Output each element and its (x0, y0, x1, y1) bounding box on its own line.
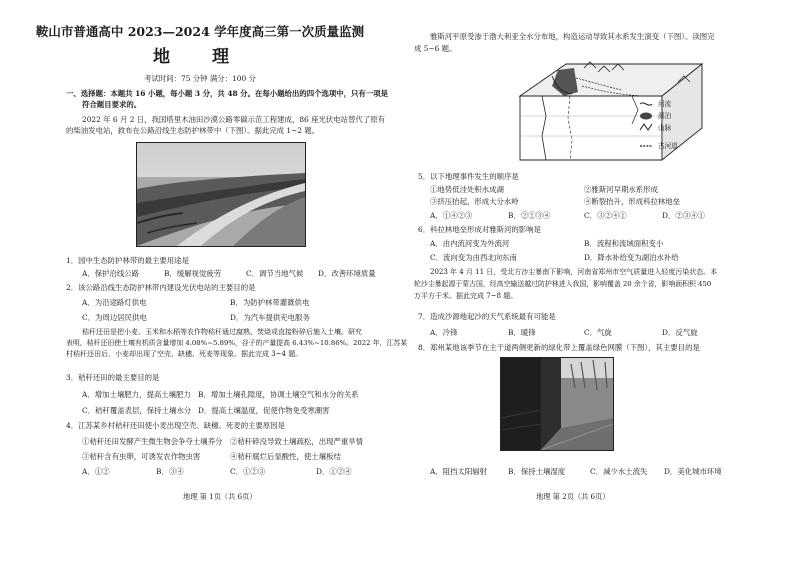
q1-option-d[interactable]: D．改善环境质量 (318, 269, 376, 278)
desert-road-photo (136, 142, 306, 247)
q6-option-c[interactable]: C．流向变为由西北向东南 (430, 253, 517, 262)
q4-option-a[interactable]: A．①② (82, 467, 110, 476)
diagram-legend (636, 98, 722, 158)
q3-option-a[interactable]: A．增加土壤肥力，提高土壤肥力 (82, 390, 191, 399)
passage-1-line2: 的柴油发电站，救布在公路沿线生态防护林带中（下图）。据此完成 1~2 题。 (66, 126, 320, 135)
passage-1-line1: 2022 年 6 月 2 日，我国塔里木油田沙漠公路零碳示范工程建成，86 座光伏电站替代了原有 (82, 115, 385, 124)
q8-option-b[interactable]: B．保持土壤湿度 (508, 467, 566, 476)
q5-option-c[interactable]: C．③②④① (584, 211, 627, 220)
q4-option-c[interactable]: C．①②③ (230, 467, 266, 476)
section-instructions-line1: 一、选择题：本题共 16 小题，每小题 3 分，共 48 分。在每小题给出的四个选项中，只有一项是 (66, 89, 388, 98)
q4-item-4: ④秸秆腐烂后显酸性，使土壤板结 (230, 452, 341, 461)
passage-2-line2: 表明，秸秆还田使土壤有机质含量增加 4.08%~5.89%，谷子的产量提高 6.43%~10.86%。2022 年，江苏某 (66, 339, 408, 347)
passage-3-line2: 成 5~6 题。 (414, 44, 457, 53)
passage-2-line3: 村秸秆还田后，小麦却出现了空壳、缺穗、死麦等现象。据此完成 3~4 题。 (66, 350, 303, 358)
legend-lake: 湖泊 (658, 112, 672, 120)
question-6: 6．科拉林地垒形成对雅斯河的影响是 (418, 225, 541, 234)
passage-3-line1: 雅斯河平原受渗于渤大利亚全水分布地，构造运动导致其水系发生演变（下图）。读图完 (430, 32, 715, 41)
q5-option-b[interactable]: B．②①③④ (508, 211, 551, 220)
q8-option-a[interactable]: A．阻挡太阳辐射 (430, 467, 488, 476)
q1-option-c[interactable]: C．调节当地气候 (246, 269, 304, 278)
q7-option-c[interactable]: C．气旋 (584, 328, 612, 337)
question-5: 5．以下地理事件发生的顺序是 (418, 172, 519, 181)
q7-option-d[interactable]: D．反气旋 (662, 328, 698, 337)
q4-option-b[interactable]: B．③④ (156, 467, 184, 476)
q1-option-a[interactable]: A．保护沿线公路 (82, 269, 140, 278)
q6-option-d[interactable]: D．降水补给变为湖泊水补给 (584, 253, 679, 262)
passage-4-line2: 轮沙尘暴起源于蒙古国，经高空输送越过防护林进入我国，影响覆盖 20 余个省，影响面积积 450 (414, 280, 712, 288)
q4-option-d[interactable]: D．①②④ (316, 467, 352, 476)
exam-info: 考试时间：75 分钟 满分：100 分 (144, 74, 256, 83)
q4-item-2: ②秸秆碎没导致土壤疏松，出现严重旱情 (230, 437, 364, 446)
question-4: 4．江苏某乡村秸秆还田使小麦出现空壳、缺穗、死麦的主要原因是 (66, 421, 286, 430)
passage-4-line1: 2023 年 4 月 11 日，受北方沙尘暴南下影响，河南省郑州市空气质量进入轻度污染状态。本 (430, 268, 718, 276)
q5-item-1: ①地势低洼处积水成湖 (430, 185, 504, 194)
q2-option-b[interactable]: B．为防护林带灌溉供电 (230, 298, 310, 307)
q7-option-a[interactable]: A．冷锋 (430, 328, 458, 337)
q4-item-3: ③秸秆含有虫卵，可诱发农作物虫害 (82, 452, 201, 461)
q2-option-d[interactable]: D．为汽车提供充电服务 (230, 313, 310, 322)
question-1: 1．园中生态防护林带的最主要用途是 (66, 256, 189, 265)
passage-2-line1: 秸秆还田是把小麦、玉米和水稻等农作物秸秆通过腐熟、焚烧或直接粉碎后施入土壤。研究 (82, 328, 362, 336)
page-2 (400, 0, 800, 566)
mountain-legend-icon (640, 124, 652, 130)
q7-option-b[interactable]: B．暖锋 (508, 328, 536, 337)
lake-legend-icon (640, 113, 652, 120)
q3-option-c[interactable]: C．秸秆覆盖表层，保持土壤水分 (82, 406, 192, 415)
q8-option-c[interactable]: C．减少水土流失 (590, 467, 648, 476)
question-8: 8．郑州某地该季节在主干道两侧更新的绿化带上覆盖绿色网膜（下图），其主要目的是 (418, 343, 700, 352)
q5-option-d[interactable]: D．②③④① (662, 211, 705, 220)
question-3: 3．秸秆还田的最主要目的是 (66, 373, 160, 382)
q3-option-d[interactable]: D．提高土壤温度，促使作物免受寒潮害 (198, 406, 330, 415)
passage-4-line3: 万平方千米。据此完成 7~8 题。 (414, 292, 518, 300)
subject-title: 地 理 (153, 47, 247, 67)
q6-option-a[interactable]: A．由内流河变为外流河 (430, 239, 510, 248)
q6-option-b[interactable]: B．流程和流域面积变小 (584, 239, 664, 248)
q8-option-d[interactable]: D．美化城市环境 (664, 467, 722, 476)
page-2-footer: 地理 第 2页（共 6页） (536, 492, 610, 501)
river-legend-icon (640, 103, 652, 105)
legend-old-channel: 古河道 (658, 142, 678, 150)
q5-item-3: ③挤压抬起，形成大分水岭 (430, 197, 519, 206)
question-7: 7．造成沙源地起沙的天气系统最有可能是 (418, 312, 556, 321)
q3-option-b[interactable]: B．增加土壤孔隙度，协调土壤空气和水分的关系 (198, 390, 359, 399)
section-instructions-line2: 符合题目要求的。 (82, 100, 142, 109)
legend-river: 河流 (658, 100, 672, 108)
exam-title: 鞍山市普通高中 2023—2024 学年度高三第一次质量监测 (35, 24, 365, 39)
q2-option-a[interactable]: A．为沿途路灯供电 (82, 298, 147, 307)
legend-mountain: 山脉 (658, 124, 672, 132)
q5-item-4: ④断裂抬升，形成科拉林地垒 (584, 197, 681, 206)
q4-item-1: ①秸秆还田发酵产生微生物会争夺土壤养分 (82, 437, 223, 446)
q5-option-a[interactable]: A．①④②③ (430, 211, 473, 220)
q1-option-b[interactable]: B．缓解视觉疲劳 (164, 269, 222, 278)
question-2: 2．该公路沿线生态防护林带内建设光伏电站的主要目的是 (66, 283, 256, 292)
q5-item-2: ②雅斯河早期水系形成 (584, 185, 658, 194)
street-mesh-photo (500, 357, 614, 451)
page-1-footer: 地理 第 1页（共 6页） (183, 492, 257, 501)
q2-option-c[interactable]: C．为周边居民供电 (82, 313, 147, 322)
